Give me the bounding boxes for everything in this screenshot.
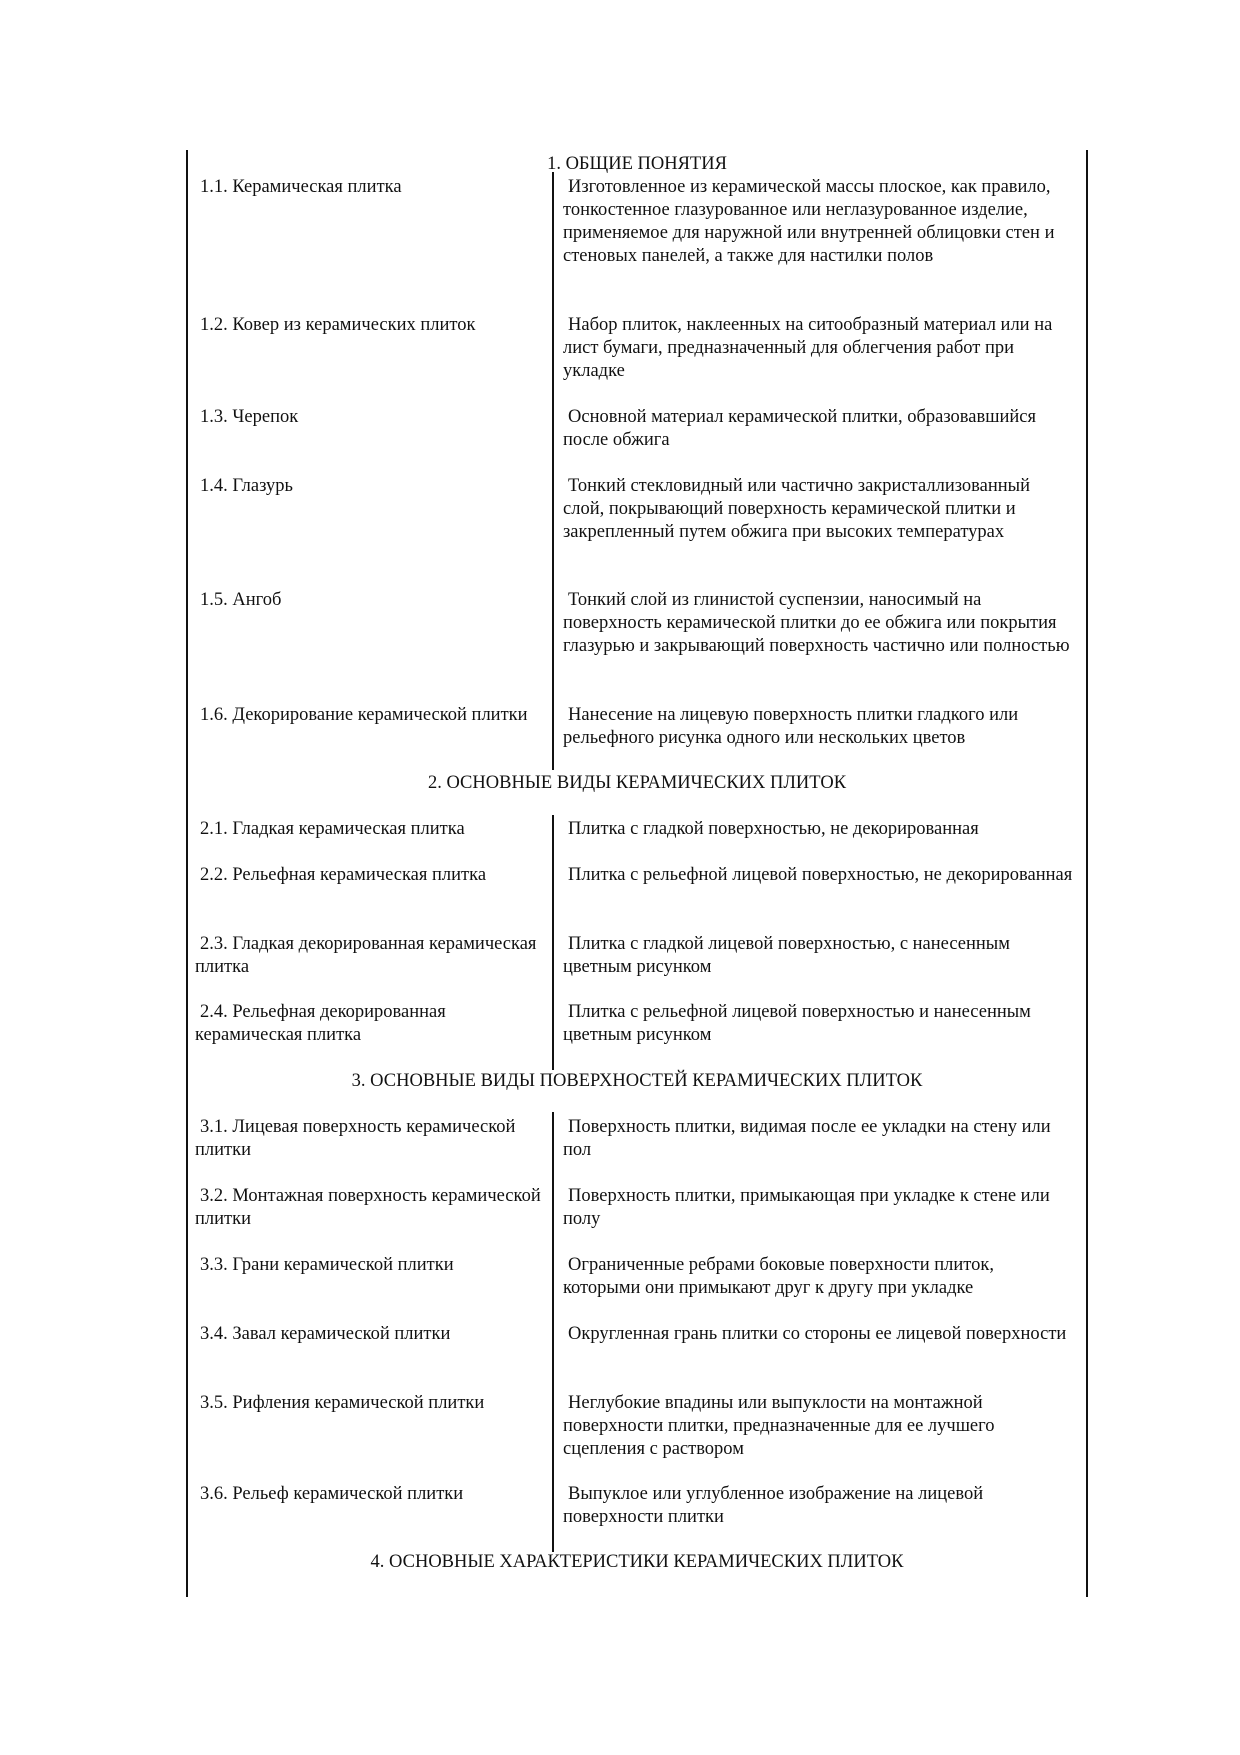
- term: 3.4. Завал керамической плитки: [200, 1324, 451, 1344]
- term: 2.1. Гладкая керамическая плитка: [200, 819, 465, 839]
- term: 1.4. Глазурь: [200, 476, 293, 496]
- term: 3.5. Рифления керамической плитки: [200, 1393, 485, 1413]
- definition: Тонкий слой из глинистой суспензии, наносимый на поверхность керамической плитки до ее обжига или покрытия глазурью и закрывающий поверхность частично или полностью: [563, 590, 1070, 656]
- definition: Основной материал керамической плитки, образовавшийся после обжига: [563, 407, 1036, 450]
- definition: Ограниченные ребрами боковые поверхности плиток, которыми они примыкают друг к другу при укладке: [563, 1255, 994, 1298]
- term: 1.2. Ковер из керамических плиток: [200, 315, 476, 335]
- definition: Плитка с гладкой лицевой поверхностью, с нанесенным цветным рисунком: [563, 934, 1010, 977]
- definition: Нанесение на лицевую поверхность плитки гладкого или рельефного рисунка одного или нескольких цветов: [563, 705, 1019, 748]
- column-divider: [552, 815, 554, 1070]
- definition: Плитка с гладкой поверхностью, не декорированная: [568, 819, 979, 839]
- term: 2.3. Гладкая декорированная керамическая плитка: [195, 934, 537, 977]
- definition: Тонкий стекловидный или частично закристаллизованный слой, покрывающий поверхность керамической плитки и закрепленный путем обжига при высоких температурах: [563, 476, 1031, 542]
- definition: Поверхность плитки, видимая после ее укладки на стену или пол: [563, 1117, 1051, 1160]
- definition: Неглубокие впадины или выпуклости на монтажной поверхности плитки, предназначенные для ее лучшего сцепления с раствором: [563, 1393, 995, 1459]
- term: 3.2. Монтажная поверхность керамической плитки: [195, 1186, 541, 1229]
- definition: Набор плиток, наклеенных на ситообразный материал или на лист бумаги, предназначенный для облегчения работ при укладке: [563, 315, 1053, 381]
- term: 2.2. Рельефная керамическая плитка: [200, 865, 487, 885]
- column-divider: [552, 172, 554, 770]
- term: 2.4. Рельефная декорированная керамическая плитка: [195, 1002, 446, 1045]
- term: 3.6. Рельеф керамической плитки: [200, 1484, 464, 1504]
- section-title: 3. ОСНОВНЫЕ ВИДЫ ПОВЕРХНОСТЕЙ КЕРАМИЧЕСКИХ ПЛИТОК: [351, 1071, 923, 1091]
- column-divider: [552, 1112, 554, 1552]
- term: 1.5. Ангоб: [200, 590, 282, 610]
- term: 3.3. Грани керамической плитки: [200, 1255, 454, 1275]
- definition: Выпуклое или углубленное изображение на лицевой поверхности плитки: [563, 1484, 984, 1527]
- table-border-right: [1086, 150, 1088, 1597]
- term: 1.3. Черепок: [200, 407, 299, 427]
- term: 1.6. Декорирование керамической плитки: [200, 705, 528, 725]
- definition: Поверхность плитки, примыкающая при укладке к стене или полу: [563, 1186, 1050, 1229]
- definition: Плитка с рельефной лицевой поверхностью и нанесенным цветным рисунком: [563, 1002, 1031, 1045]
- term: 3.1. Лицевая поверхность керамической плитки: [195, 1117, 516, 1160]
- definition: Округленная грань плитки со стороны ее лицевой поверхности: [568, 1324, 1067, 1344]
- definition: Плитка с рельефной лицевой поверхностью, не декорированная: [568, 865, 1073, 885]
- table-border-left: [186, 150, 188, 1597]
- definition: Изготовленное из керамической массы плоское, как правило, тонкостенное глазурованное или неглазурованное изделие, применяемое для наружной или внутренней облицовки стен и стеновых панелей, а также для настилки полов: [563, 177, 1055, 266]
- term: 1.1. Керамическая плитка: [200, 177, 402, 197]
- section-title: 2. ОСНОВНЫЕ ВИДЫ КЕРАМИЧЕСКИХ ПЛИТОК: [427, 773, 847, 793]
- section-title: 1. ОБЩИЕ ПОНЯТИЯ: [547, 154, 727, 174]
- section-title: 4. ОСНОВНЫЕ ХАРАКТЕРИСТИКИ КЕРАМИЧЕСКИХ ПЛИТОК: [370, 1552, 904, 1572]
